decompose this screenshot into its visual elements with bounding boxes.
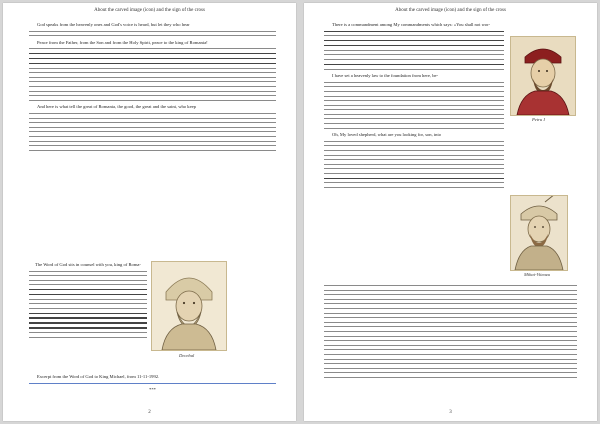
portrait-illustration (511, 196, 567, 270)
portrait-caption: Petru I (532, 117, 545, 122)
portrait-illustration (152, 262, 226, 350)
right-page (304, 3, 597, 421)
opening-line: God speaks from the heavenly ones and God's voice is heard, but let they who hear (37, 22, 190, 27)
opening-line: There is a commandment among My commandments which says: «You shall not wor- (332, 22, 491, 27)
text-block-bottom (324, 285, 577, 381)
text-block-top (29, 22, 276, 154)
portrait-image (510, 36, 576, 116)
portrait-caption: Decebal (179, 353, 195, 358)
text-block-bottom (29, 374, 276, 393)
paragraph-start: And here is what tell the great of Romania, the good, the great and the saint, who keep (37, 104, 196, 110)
portrait-image (510, 195, 568, 271)
page-number: 3 (449, 410, 452, 415)
page-number: 2 (148, 410, 151, 415)
portrait-caption: Mihai-Viteazu (524, 272, 550, 277)
portrait-image (151, 261, 227, 351)
paragraph-start: I have set a heavenly law to the foundation from here, be- (332, 73, 439, 79)
running-header: About the carved image (icon) and the sign of the cross (395, 8, 506, 13)
paragraph-start: The Word of God sits in counsel with you, king of Roma- (35, 262, 141, 267)
paragraph-start: Oh, My loved shepherd, what are you looking for, son, into (332, 132, 442, 138)
text-block-top (324, 22, 504, 192)
excerpt-line: Excerpt from the Word of God to King Michael, from 11-11-1992. (37, 374, 160, 379)
left-page (3, 3, 296, 421)
portrait-illustration (511, 37, 575, 115)
text-block-wrap (29, 262, 147, 341)
section-stars: *** (149, 387, 156, 393)
running-header: About the carved image (icon) and the sign of the cross (94, 8, 205, 13)
paragraph-start: Peace from the Father, from the Son and from the Holy Spirit, peace to the king of Romania! (37, 39, 208, 45)
